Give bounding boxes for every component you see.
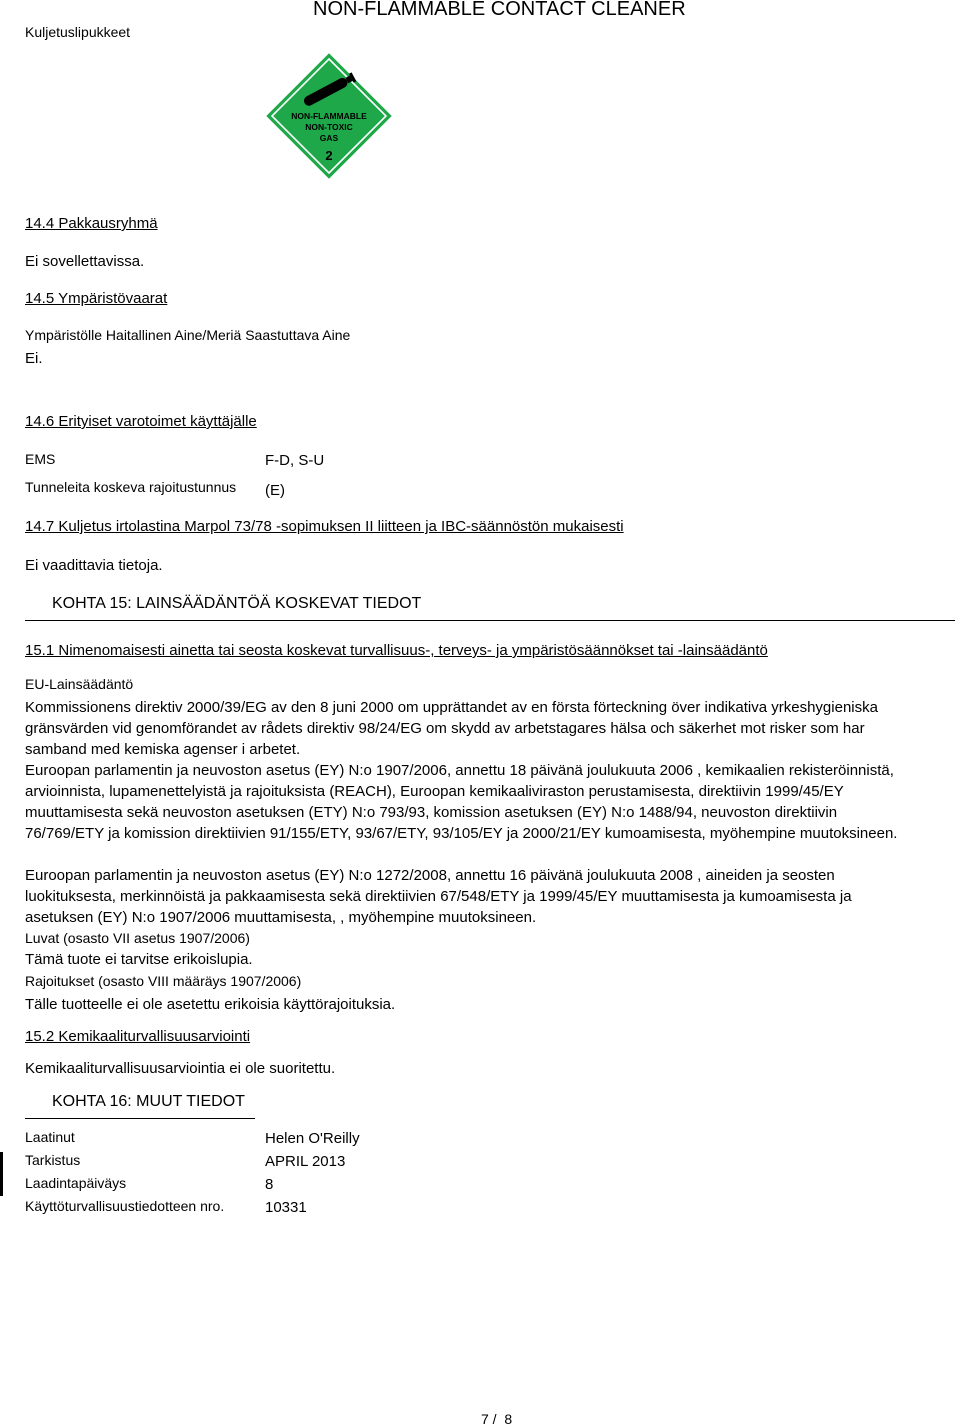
text-15-2: Kemikaaliturvallisuusarviointia ei ole suoritettu. [25,1060,336,1077]
revision-marker-bar [0,1152,3,1196]
section-label: Kuljetuslipukkeet [25,24,131,40]
label-author: Laatinut [25,1129,75,1145]
paragraph-reach: Euroopan parlamentin ja neuvoston asetus (EY) N:o 1907/2006, annettu 18 päivänä joulukuuta 2006 , kemikaalien rekisteröinnistä, arvioinnista, lupamenettelyistä ja rajoituksista (REACH), Euroopan kemikaaliviraston perustamisesta, direktiivin 1999/45/EY muuttamisesta sekä neuvoston asetuksen (ETY) N:o 793/93, komission asetuksen (EY) N:o 1488/94, neuvoston direktiivin 76/769/ETY ja komission direktiivien 91/155/ETY, 93/67/ETY, 93/105/EY ja 2000/21/EY kumoamisesta, myöhempine muutoksineen. [25,762,898,842]
label-authorisations: Luvat (osasto VII asetus 1907/2006) [25,930,250,946]
paragraph-directive-2000-39: Kommissionens direktiv 2000/39/EG av den 8 juni 2000 om upprättandet av en första förteckning över indikativa yrkeshygieniska gränsvärden vid genomförandet av rådets direktiv 98/24/EG om skydd av arbetstagares hälsa och säkerhet mot risker som har samband med kemiska agenser i arbetet. [25,699,878,758]
label-eu-legislation: EU-Lainsäädäntö [25,676,134,692]
label-sds-number: Käyttöturvallisuustiedotteen nro. [25,1198,225,1214]
heading-15-1: 15.1 Nimenomaisesti ainetta tai seosta koskevat turvallisuus-, terveys- ja ympäristösäännökset tai -lainsäädäntö [25,642,768,659]
label-restrictions: Rajoitukset (osasto VIII määräys 1907/2006) [25,973,302,989]
text-14-4: Ei sovellettavissa. [25,253,145,270]
product-title: NON-FLAMMABLE CONTACT CLEANER [313,0,686,20]
hazard-line-1: NON-FLAMMABLE [291,111,367,121]
label-issue-date: Laadintapäiväys [25,1175,127,1191]
section-16-title: KOHTA 16: MUUT TIEDOT [52,1093,245,1110]
label-ems: EMS [25,451,56,467]
paragraph-clp: Euroopan parlamentin ja neuvoston asetus (EY) N:o 1272/2008, annettu 16 päivänä joulukuuta 2008 , aineiden ja seosten luokituksesta, merkinnöistä ja pakkaamisesta sekä direktiivien 67/548/ETY ja 1999/45/EY muuttamisesta ja kumoamisesta ja asetuksen (EY) N:o 1907/2006 muuttamisesta, , myöhempine muutoksineen. [25,867,852,926]
text-14-7: Ei vaadittavia tietoja. [25,557,163,574]
hazard-line-3: GAS [319,133,339,143]
hazard-class-number: 2 [325,148,333,163]
hazard-line-2: NON-TOXIC [305,122,353,132]
hazard-diamond-icon [265,52,393,180]
value-author: Helen O'Reilly [265,1130,360,1147]
heading-14-5: 14.5 Ympäristövaarat [25,290,168,307]
heading-14-7: 14.7 Kuljetus irtolastina Marpol 73/78 -sopimuksen II liitteen ja IBC-säännöstön mukaisesti [25,518,624,535]
value-issue-date: 8 [265,1176,274,1193]
hazard-diamond-label [265,52,393,180]
text-authorisations: Tämä tuote ei tarvitse erikoislupia. [25,951,253,968]
page-number: 7 / 8 [481,1411,513,1427]
text-restrictions: Tälle tuotteelle ei ole asetettu erikoisia käyttörajoituksia. [25,996,396,1013]
value-ems: F-D, S-U [265,452,325,469]
heading-14-4: 14.4 Pakkausryhmä [25,215,158,232]
label-tunnel-code: Tunneleita koskeva rajoitustunnus [25,479,237,495]
label-revision: Tarkistus [25,1152,81,1168]
section-15-title: KOHTA 15: LAINSÄÄDÄNTÖÄ KOSKEVAT TIEDOT [52,595,422,612]
value-sds-number: 10331 [265,1199,307,1216]
heading-14-6: 14.6 Erityiset varotoimet käyttäjälle [25,413,257,430]
value-tunnel-code: (E) [265,482,285,499]
value-revision: APRIL 2013 [265,1153,346,1170]
value-env-hazard: Ei. [25,350,43,367]
heading-15-2: 15.2 Kemikaaliturvallisuusarviointi [25,1028,251,1045]
label-env-hazard: Ympäristölle Haitallinen Aine/Meriä Saastuttava Aine [25,327,351,343]
